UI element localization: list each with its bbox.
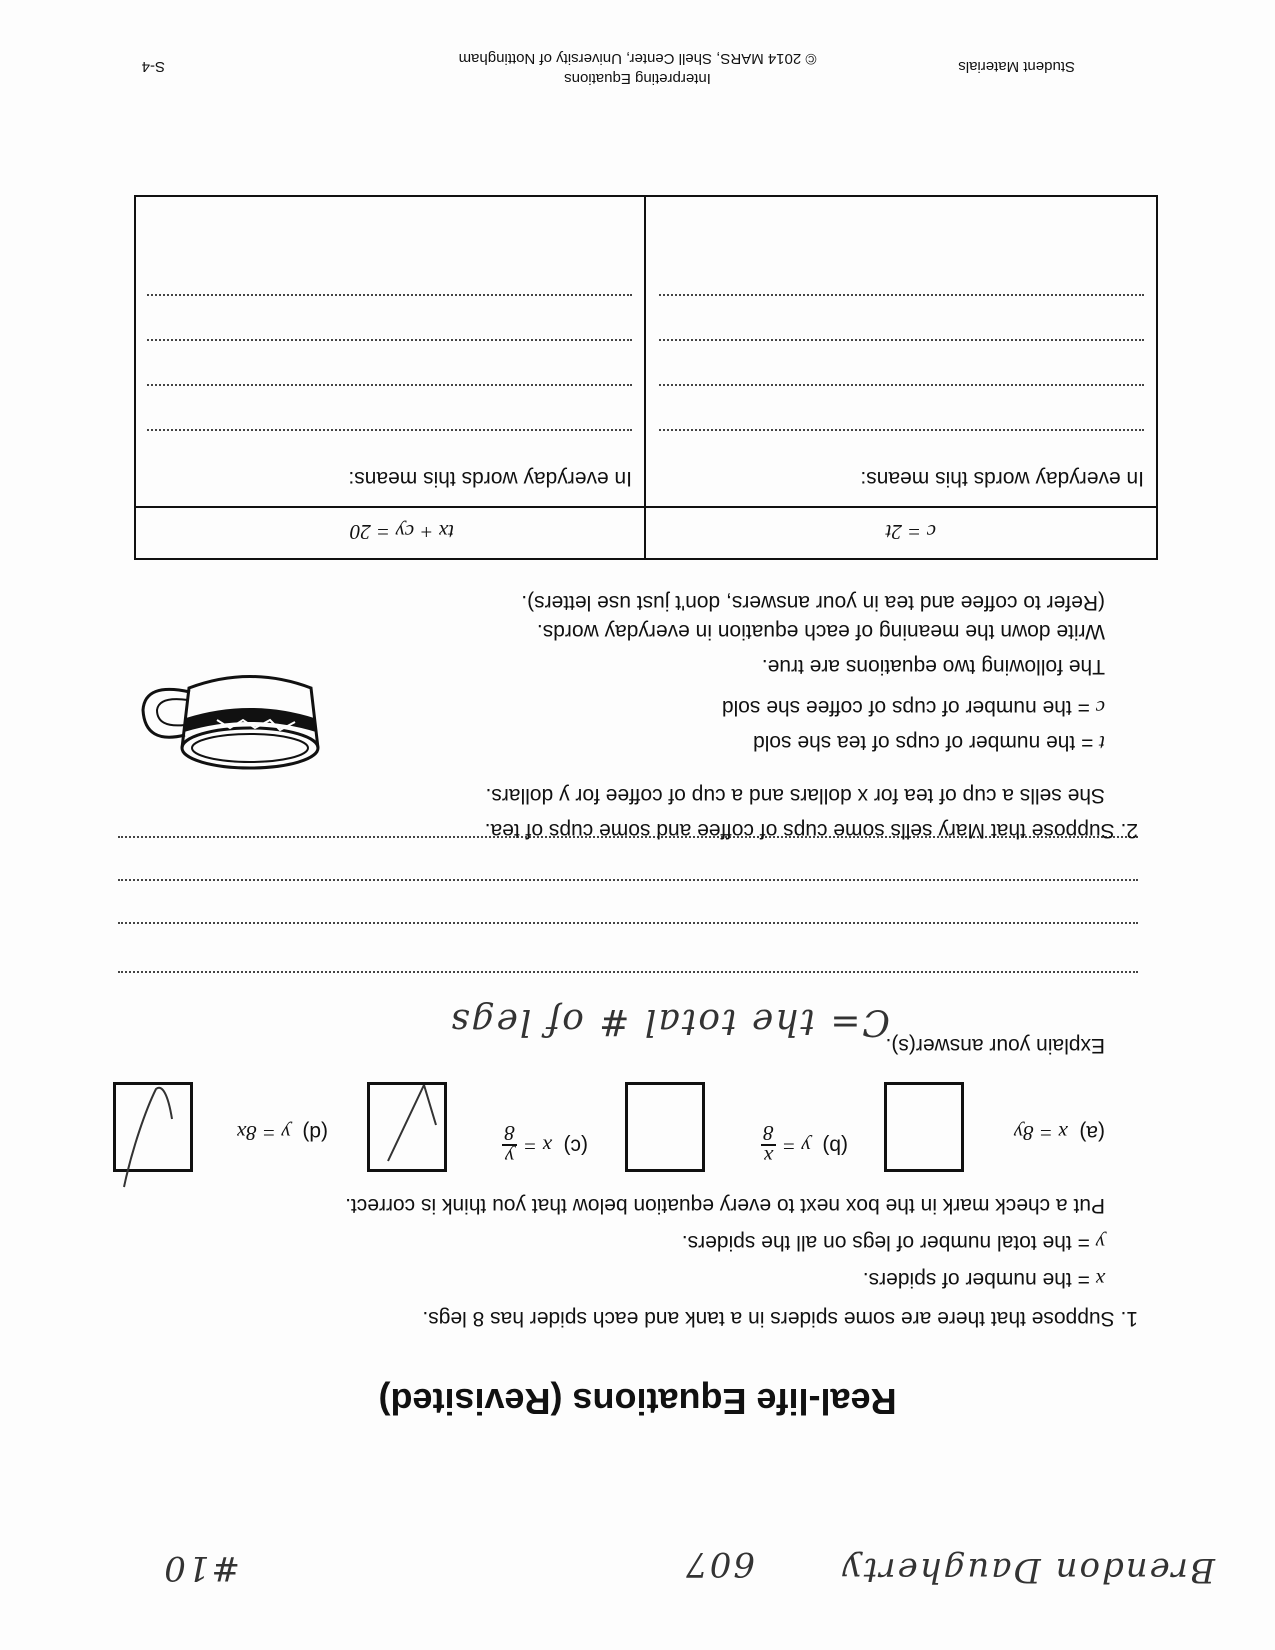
answer-line[interactable] [659, 294, 1144, 296]
q1-instruction: Put a check mark in the box next to every equation below that you think is correct. [345, 1194, 1105, 1217]
option-d-checkbox[interactable] [113, 1082, 193, 1172]
footer-copyright: © 2014 MARS, Shell Center, University of Nottingham [458, 50, 817, 67]
answer-table [134, 195, 1158, 560]
option-d: (d) y = 8x [236, 1121, 328, 1145]
answer-cell-right[interactable] [135, 196, 645, 507]
equation-cell [135, 507, 645, 559]
checkmark-icon [370, 1085, 444, 1169]
answer-line[interactable] [118, 879, 1138, 881]
answer-line[interactable] [147, 294, 632, 296]
q1-x-definition: x = the number of spiders. [862, 1268, 1105, 1292]
answer-line[interactable] [118, 971, 1138, 973]
checkmark-icon [100, 1069, 190, 1189]
q1-explain-prompt: Explain your answer(s). [885, 1034, 1105, 1057]
footer-center [0, 48, 1275, 88]
q1-explanation-handwriting: C= the total # of legs [449, 1001, 890, 1042]
q2-equations-true: The following two equations are true. [761, 655, 1105, 678]
period-handwriting: 607 [684, 1544, 755, 1584]
answer-line[interactable] [147, 339, 632, 341]
option-b: (b) y = x 8 [761, 1122, 848, 1168]
q1-intro: 1. Suppose that there are some spiders in a tank and each spider has 8 legs. [422, 1307, 1138, 1330]
answer-line[interactable] [147, 429, 632, 431]
answer-caption: In everyday words this means: [348, 467, 632, 490]
footer-left: Student Materials [958, 58, 1075, 75]
answer-line[interactable] [147, 384, 632, 386]
answer-line[interactable] [659, 339, 1144, 341]
footer-center-title: Interpreting Equations [564, 70, 711, 87]
equation-cell [645, 507, 1157, 559]
option-a-checkbox[interactable] [884, 1082, 964, 1172]
answer-line[interactable] [659, 384, 1144, 386]
answer-line[interactable] [118, 922, 1138, 924]
q1-y-definition: y = the total number of legs on all the spiders. [681, 1231, 1105, 1255]
q2-c-definition: c = the number of cups of coffee she sold [721, 696, 1105, 720]
q2-intro: 2. Suppose that Mary sells some cups of coffee and some cups of tea. [484, 819, 1138, 842]
q2-t-definition: t = the number of cups of tea she sold [753, 731, 1105, 755]
q2-instruction: Write down the meaning of each equation in everyday words. [536, 620, 1105, 643]
q2-prices: She sells a cup of tea for x dollars and a cup of coffee for y dollars. [485, 784, 1105, 807]
answer-line[interactable] [659, 429, 1144, 431]
equation-c-2t: c = 2t [885, 520, 936, 544]
option-c: (c) x = y 8 [502, 1122, 588, 1168]
option-b-checkbox[interactable] [625, 1082, 705, 1172]
teacup-icon [135, 660, 335, 780]
option-a: (a) x = 8y [1013, 1121, 1105, 1145]
worksheet-title: Real-life Equations (Revisited) [378, 1381, 897, 1422]
equation-tx-cy-20: tx + cy = 20 [349, 520, 454, 544]
answer-cell-left[interactable] [645, 196, 1157, 507]
number-handwriting: #10 [162, 1548, 240, 1588]
option-c-checkbox[interactable] [367, 1082, 447, 1172]
answer-caption: In everyday words this means: [860, 467, 1144, 490]
q2-instruction-note: (Refer to coffee and tea in your answers, don't just use letters). [521, 591, 1105, 614]
student-name-handwriting: Brendon Daugherty [840, 1550, 1215, 1590]
footer-page-number: S-4 [141, 58, 165, 75]
